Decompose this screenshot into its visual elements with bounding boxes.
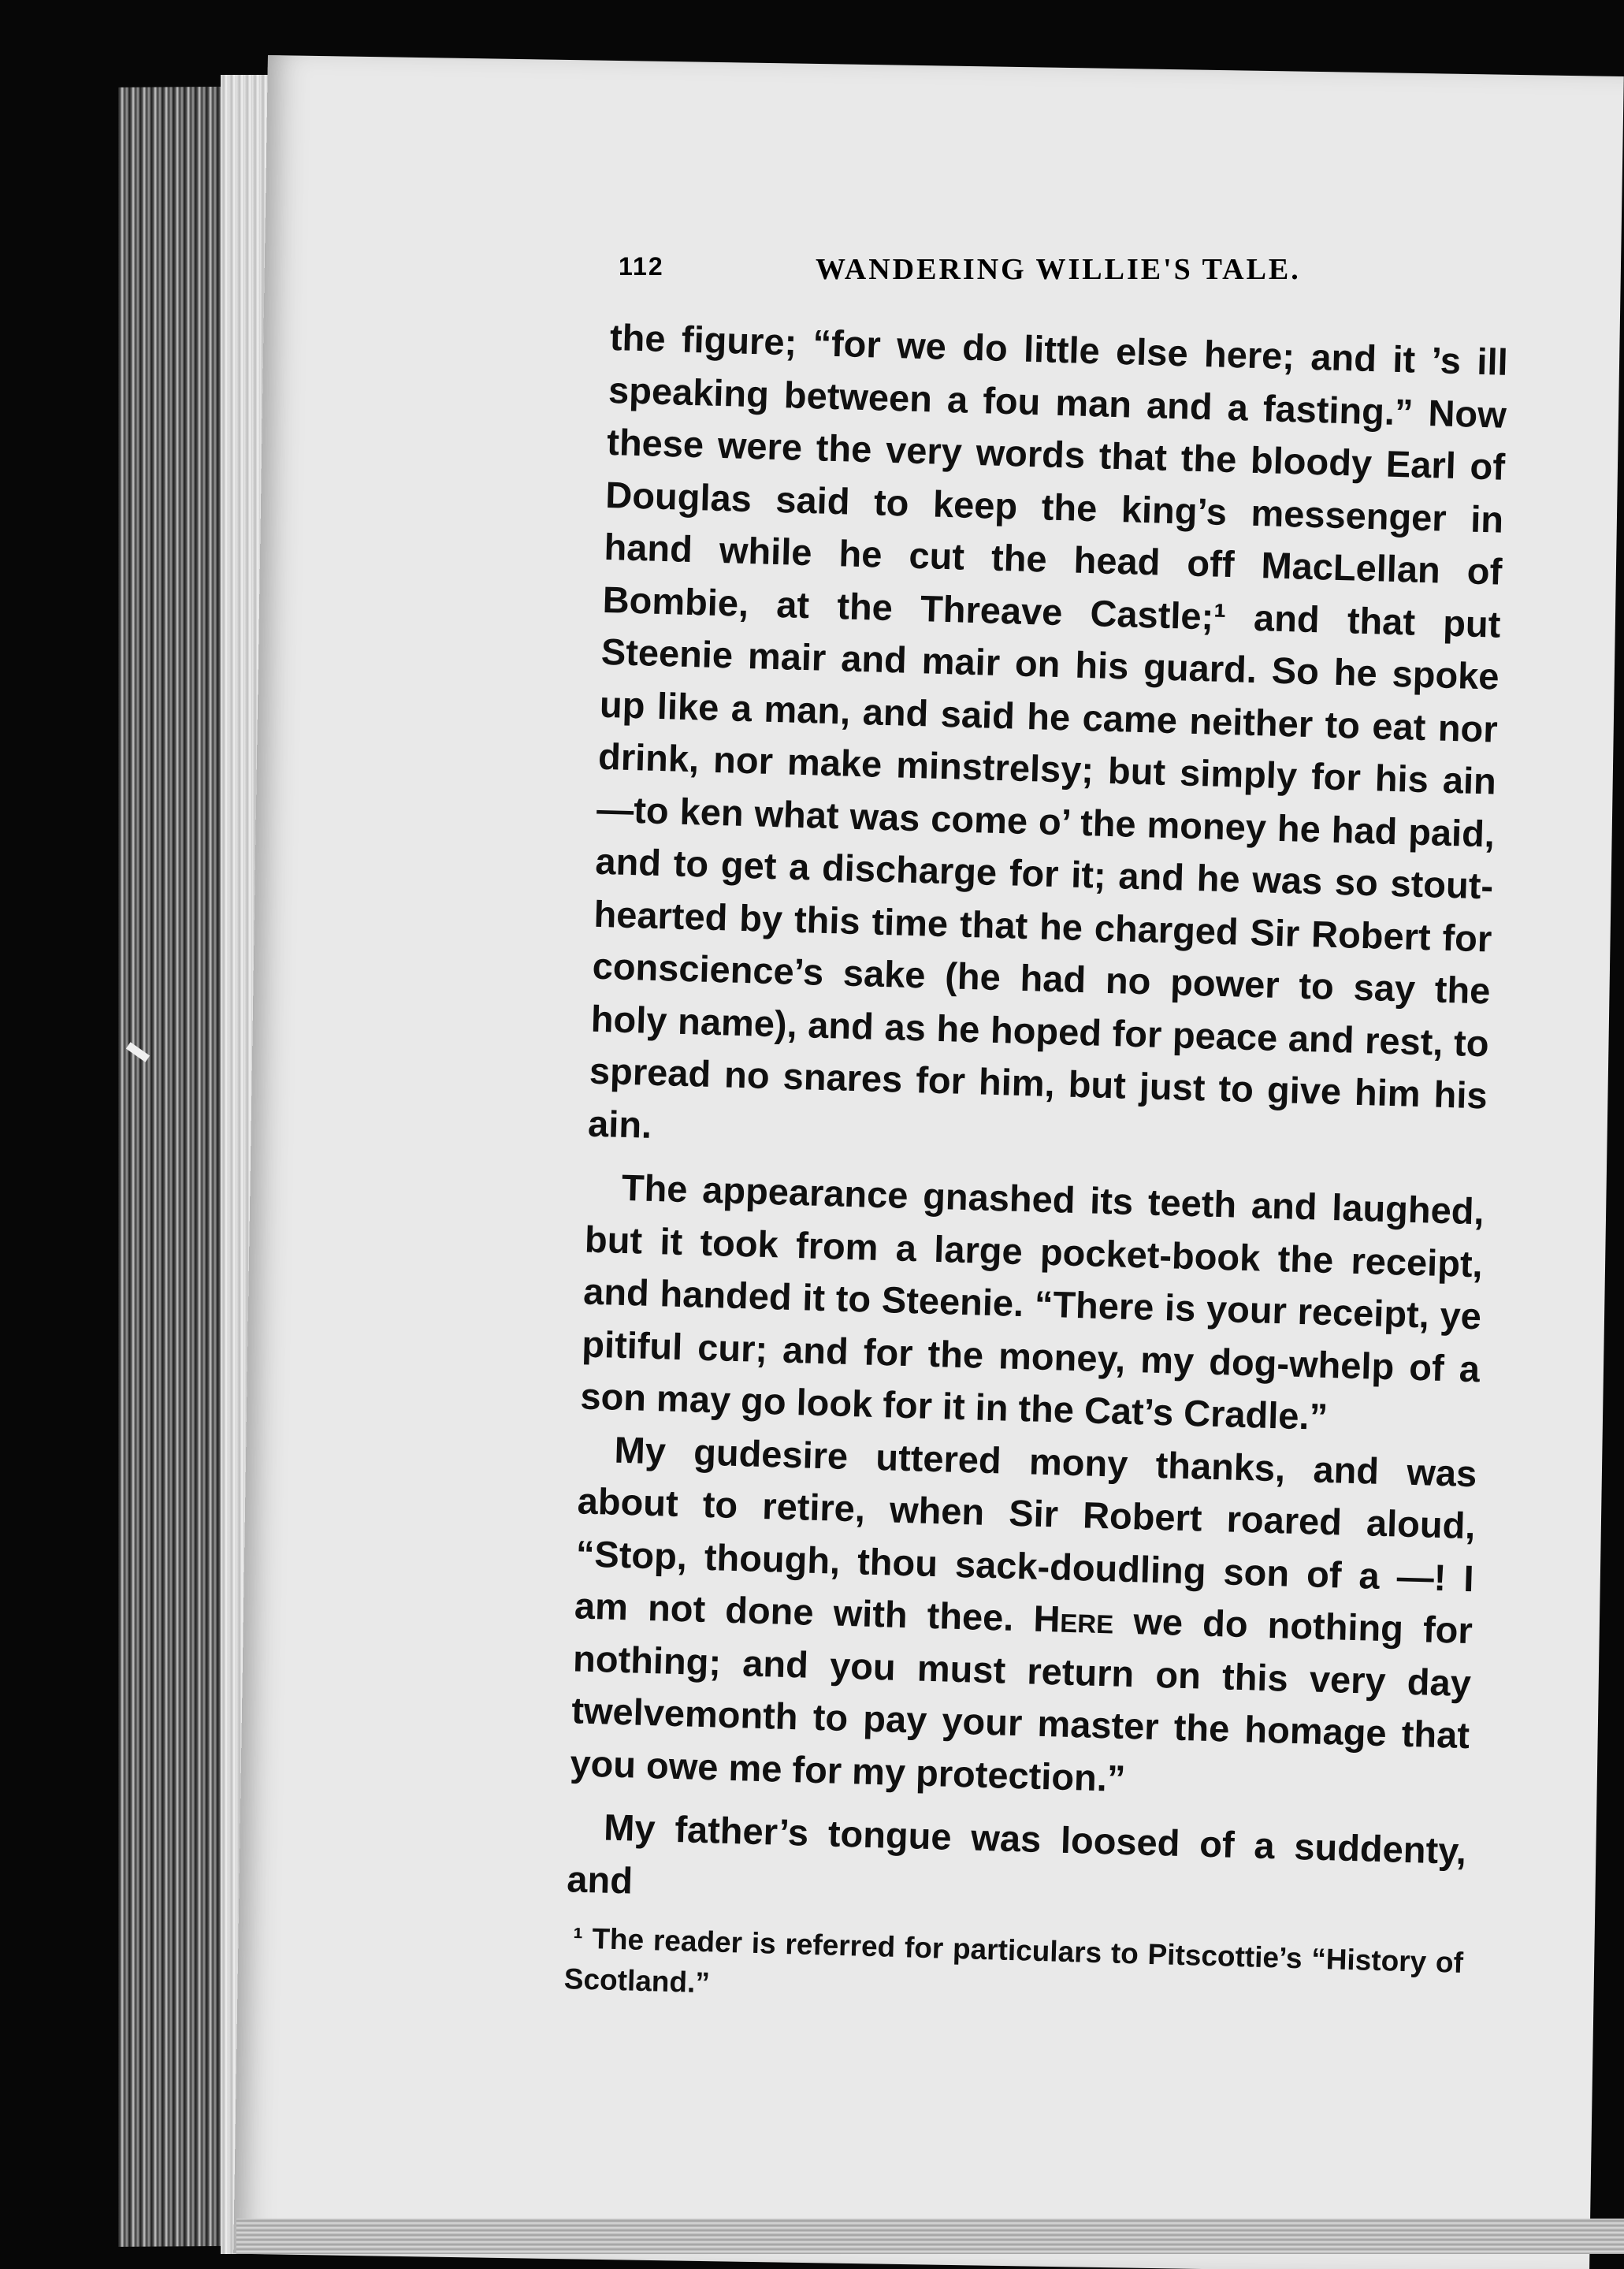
paragraph-2: The appearance gnashed its teeth and laughed, but it took from a large pocket-book the receipt, and handed it to Steenie. “There is your receipt, ye pitiful cur; and for the money, my dog-whelp of a son may go look for it in the Cat’s Cradle.” (579, 1166, 1485, 1438)
paragraph-4: My father’s tongue was loosed of a suddenty, and (566, 1806, 1467, 1902)
paragraph-1: the figure; “for we do little else here; and it ’s ill speaking between a fou man and a fasting.” Now these were the very words that the bloody Earl of Douglas said to keep the king’s messenger in hand while he cut the head off MacLellan of Bombie, at the Threave Castle;¹ and that put Steenie mair and mair on his guard. So he spoke up like a man, and said he came neither to eat nor drink, nor make minstrelsy; but simply for his ain—to ken what was come o’ the money he had paid, and to get a discharge for it; and he was so stout-hearted by this time that he charged Sir Robert for conscience’s sake (he had no power to say the holy name), and as he hoped for peace and rest, to spread no snares for him, but just to give him his ain. (587, 315, 1509, 1146)
page-number: 112 (619, 252, 664, 281)
paragraph-3-text-a: My gudesire uttered mony thanks, and was about to retire, when Sir Robert roared aloud, “Stop, though, thou sack-doudling son of a —! I am not done with thee. (574, 1428, 1478, 1639)
running-head-title: WANDERING WILLIE'S TALE. (816, 253, 1301, 286)
footnote: ¹ The reader is referred for particulars to Pitscottie’s “History of Scotland.” (563, 1921, 1464, 1999)
paragraph-3 (570, 1423, 1478, 1814)
paragraph-3-small-caps: Here (1032, 1597, 1115, 1642)
paragraph-3-text-b: we do nothing for nothing; and you must return on this very day twelvemonth to pay your master the homage that you owe me for my protection.” (569, 1599, 1473, 1799)
page-body-text (563, 311, 1508, 2025)
page-bottom-edge (236, 2219, 1624, 2254)
